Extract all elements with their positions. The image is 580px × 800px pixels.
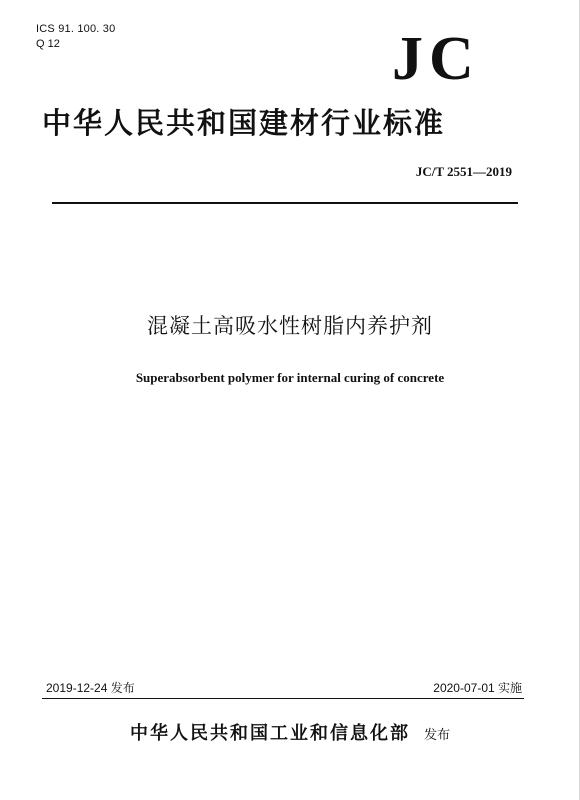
implementation-date: 2020-07-01 实施	[433, 681, 522, 695]
issuer-action: 发布	[423, 728, 450, 743]
standard-number: JC/T 2551—2019	[415, 164, 512, 179]
issuer-line	[0, 722, 580, 748]
header-divider	[52, 202, 518, 204]
ccs-code: Q 12	[36, 38, 60, 50]
document-title-english: Superabsorbent polymer for internal curing of concrete	[135, 370, 445, 385]
issuer-name: 中华人民共和国工业和信息化部	[129, 723, 410, 744]
document-title-chinese: 混凝土高吸水性树脂内养护剂	[147, 314, 433, 338]
ics-code: ICS 91. 100. 30	[36, 23, 116, 35]
standard-category-title: 中华人民共和国建材行业标准	[42, 106, 446, 140]
jc-logo: JC	[392, 25, 480, 93]
issue-date: 2019-12-24 发布	[46, 681, 135, 695]
footer-divider	[42, 698, 524, 699]
